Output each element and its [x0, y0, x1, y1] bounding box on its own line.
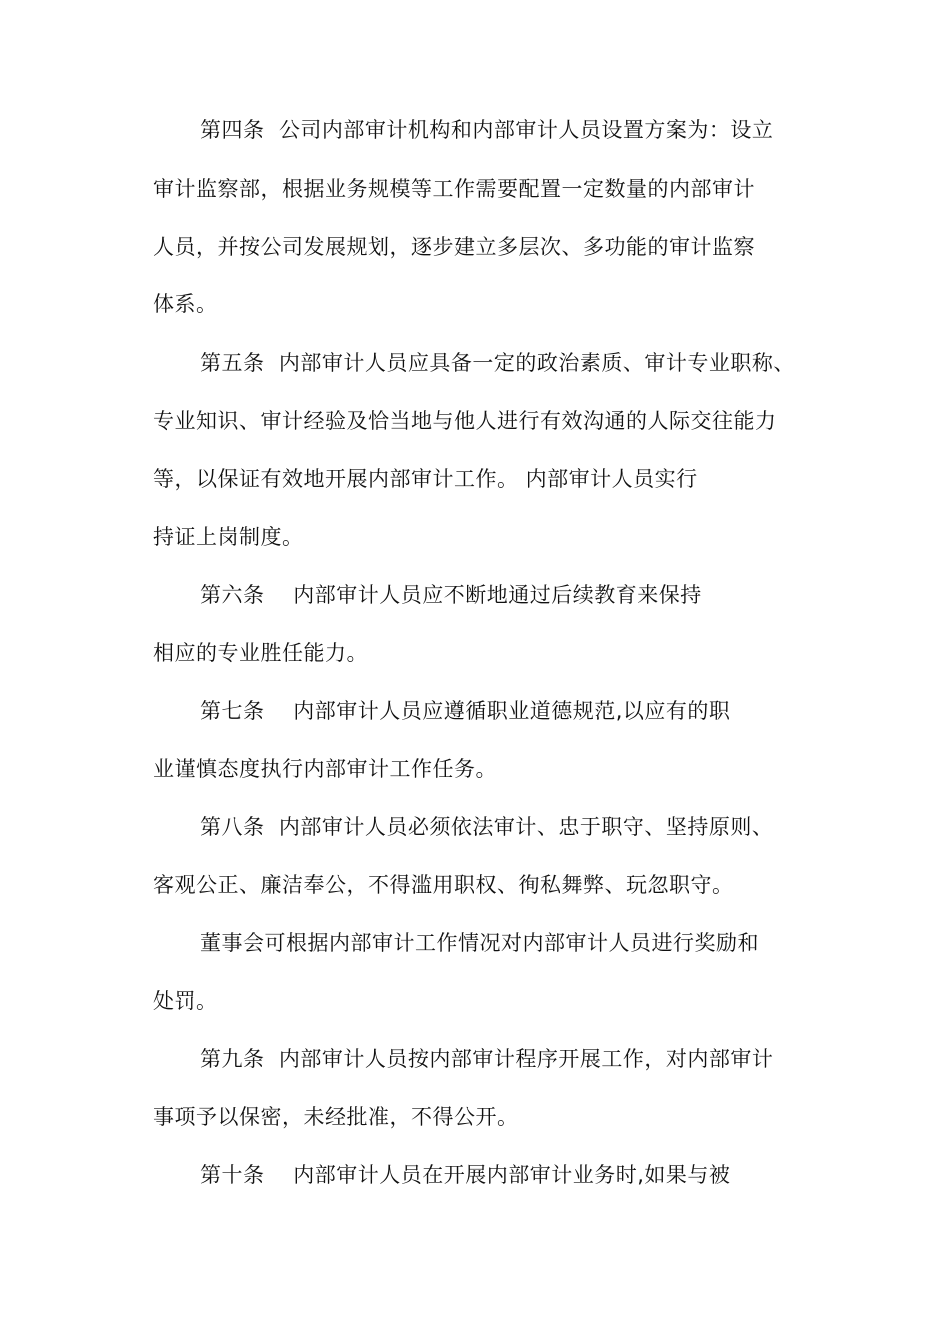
- article-5-line-4: 持证上岗制度。: [153, 525, 304, 549]
- article-8-line-2: 客观公正、廉洁奉公，不得滥用职权、徇私舞弊、玩忽职守。: [153, 873, 734, 897]
- article-5-line-2: 专业知识、审计经验及恰当地与他人进行有效沟通的人际交往能力: [153, 409, 777, 433]
- article-8-line-1: 第八条 内部审计人员必须依法审计、忠于职守、坚持原则、: [200, 815, 774, 839]
- article-7-line-2: 业谨慎态度执行内部审计工作任务。: [153, 757, 497, 781]
- article-4-line-4: 体系。: [153, 292, 218, 316]
- article-9-line-2: 事项予以保密，未经批准，不得公开。: [153, 1105, 519, 1129]
- article-5-line-1: 第五条 内部审计人员应具备一定的政治素质、审计专业职称、: [200, 351, 795, 375]
- article-4-line-3: 人员，并按公司发展规划，逐步建立多层次、多功能的审计监察: [153, 235, 755, 259]
- article-10-line-1: 第十条 内部审计人员在开展内部审计业务时,如果与被: [200, 1163, 731, 1187]
- article-6-line-1: 第六条 内部审计人员应不断地通过后续教育来保持: [200, 583, 702, 607]
- board-reward-line-1: 董事会可根据内部审计工作情况对内部审计人员进行奖励和: [200, 931, 759, 955]
- article-4-line-1: 第四条 公司内部审计机构和内部审计人员设置方案为：设立: [200, 118, 774, 142]
- article-7-line-1: 第七条 内部审计人员应遵循职业道德规范,以应有的职: [200, 699, 731, 723]
- article-4-line-2: 审计监察部，根据业务规模等工作需要配置一定数量的内部审计: [153, 177, 755, 201]
- article-5-line-3: 等，以保证有效地开展内部审计工作。 内部审计人员实行: [153, 467, 698, 491]
- article-6-line-2: 相应的专业胜任能力。: [153, 641, 368, 665]
- article-9-line-1: 第九条 内部审计人员按内部审计程序开展工作，对内部审计: [200, 1047, 774, 1071]
- board-reward-line-2: 处罚。: [153, 989, 218, 1013]
